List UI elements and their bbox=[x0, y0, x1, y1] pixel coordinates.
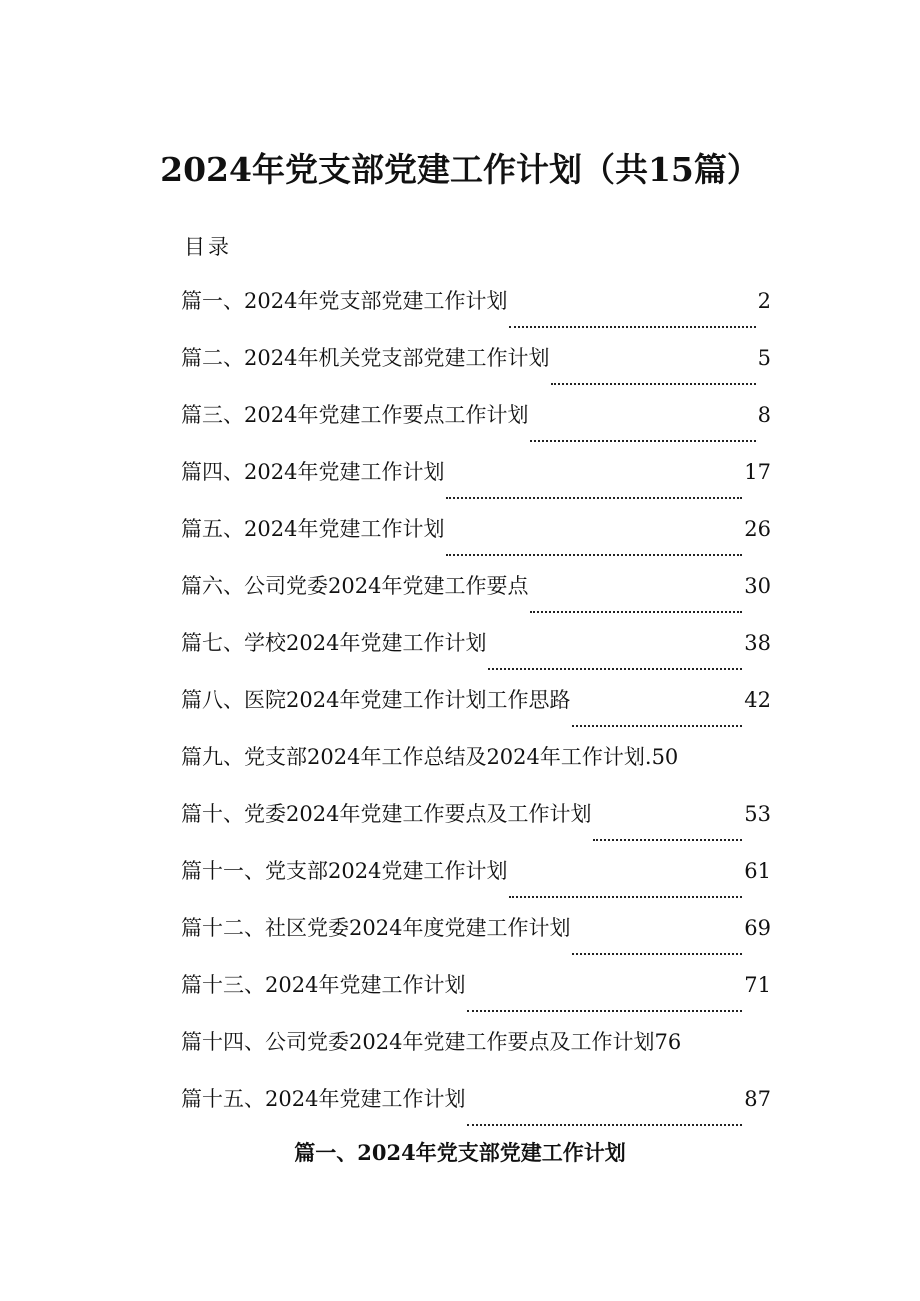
toc-entry-title: 篇二、2024年机关党支部党建工作计划 bbox=[181, 346, 550, 370]
toc-page-number: 8 bbox=[757, 403, 771, 427]
toc-entry[interactable] bbox=[181, 627, 771, 684]
toc-entry-title: 篇十二、社区党委2024年度党建工作计划 bbox=[181, 916, 571, 940]
toc-dot-leader bbox=[467, 1104, 742, 1126]
toc-entry-title: 篇十、党委2024年党建工作要点及工作计划 bbox=[181, 802, 592, 826]
toc-page-number: 30 bbox=[744, 574, 771, 598]
toc-entry-title: 篇五、2024年党建工作计划 bbox=[181, 517, 445, 541]
toc-page-number: 5 bbox=[757, 346, 771, 370]
toc-page-number: 26 bbox=[744, 517, 771, 541]
toc-entry-title: 篇十三、2024年党建工作计划 bbox=[181, 973, 466, 997]
section-heading: 篇一、2024年党支部党建工作计划 bbox=[294, 1140, 626, 1165]
toc-dot-leader bbox=[572, 933, 742, 955]
toc-page-number: 69 bbox=[744, 916, 771, 940]
toc-page-number: 76 bbox=[654, 1030, 682, 1054]
toc-entry[interactable] bbox=[181, 513, 771, 570]
toc-entry[interactable] bbox=[181, 570, 771, 627]
toc-entry-title: 篇九、党支部2024年工作总结及2024年工作计划. bbox=[181, 745, 652, 769]
table-of-contents bbox=[181, 285, 771, 1140]
toc-dot-leader bbox=[509, 306, 755, 328]
toc-entry[interactable] bbox=[181, 969, 771, 1026]
toc-page-number: 53 bbox=[744, 802, 771, 826]
toc-page-number: 71 bbox=[744, 973, 771, 997]
toc-dot-leader bbox=[530, 591, 742, 613]
toc-page-number: 38 bbox=[744, 631, 771, 655]
toc-page-number: 61 bbox=[744, 859, 771, 883]
toc-dot-leader bbox=[572, 705, 742, 727]
toc-dot-leader bbox=[509, 876, 742, 898]
toc-dot-leader bbox=[593, 819, 742, 841]
toc-page-number: 2 bbox=[757, 289, 771, 313]
toc-page-number: 50 bbox=[651, 745, 679, 769]
toc-entry-title: 篇十四、公司党委2024年党建工作要点及工作计划 bbox=[181, 1030, 655, 1054]
toc-entry-title: 篇三、2024年党建工作要点工作计划 bbox=[181, 403, 529, 427]
toc-entry-title: 篇七、学校2024年党建工作计划 bbox=[181, 631, 487, 655]
toc-entry[interactable] bbox=[181, 285, 771, 342]
toc-entry[interactable] bbox=[181, 855, 771, 912]
toc-dot-leader bbox=[551, 363, 755, 385]
toc-dot-leader bbox=[446, 534, 742, 556]
toc-heading: 目录 bbox=[184, 235, 232, 259]
toc-entry-title: 篇四、2024年党建工作计划 bbox=[181, 460, 445, 484]
toc-entry[interactable] bbox=[181, 342, 771, 399]
toc-entry[interactable] bbox=[181, 912, 771, 969]
toc-entry[interactable] bbox=[181, 399, 771, 456]
toc-dot-leader bbox=[530, 420, 755, 442]
toc-entry-title: 篇十一、党支部2024党建工作计划 bbox=[181, 859, 508, 883]
toc-entry-title: 篇八、医院2024年党建工作计划工作思路 bbox=[181, 688, 571, 712]
toc-entry-title: 篇六、公司党委2024年党建工作要点 bbox=[181, 574, 529, 598]
toc-entry[interactable] bbox=[181, 684, 771, 741]
toc-page-number: 17 bbox=[744, 460, 771, 484]
toc-entry[interactable] bbox=[181, 741, 771, 798]
toc-dot-leader bbox=[488, 648, 742, 670]
toc-dot-leader bbox=[467, 990, 742, 1012]
toc-page-number: 87 bbox=[744, 1087, 771, 1111]
document-title: 2024年党支部党建工作计划（共15篇） bbox=[160, 150, 760, 189]
toc-entry-title: 篇一、2024年党支部党建工作计划 bbox=[181, 289, 508, 313]
toc-page-number: 42 bbox=[744, 688, 771, 712]
toc-dot-leader bbox=[446, 477, 742, 499]
toc-entry[interactable] bbox=[181, 1083, 771, 1140]
toc-entry[interactable] bbox=[181, 798, 771, 855]
toc-entry[interactable] bbox=[181, 1026, 771, 1083]
toc-entry[interactable] bbox=[181, 456, 771, 513]
toc-entry-title: 篇十五、2024年党建工作计划 bbox=[181, 1087, 466, 1111]
